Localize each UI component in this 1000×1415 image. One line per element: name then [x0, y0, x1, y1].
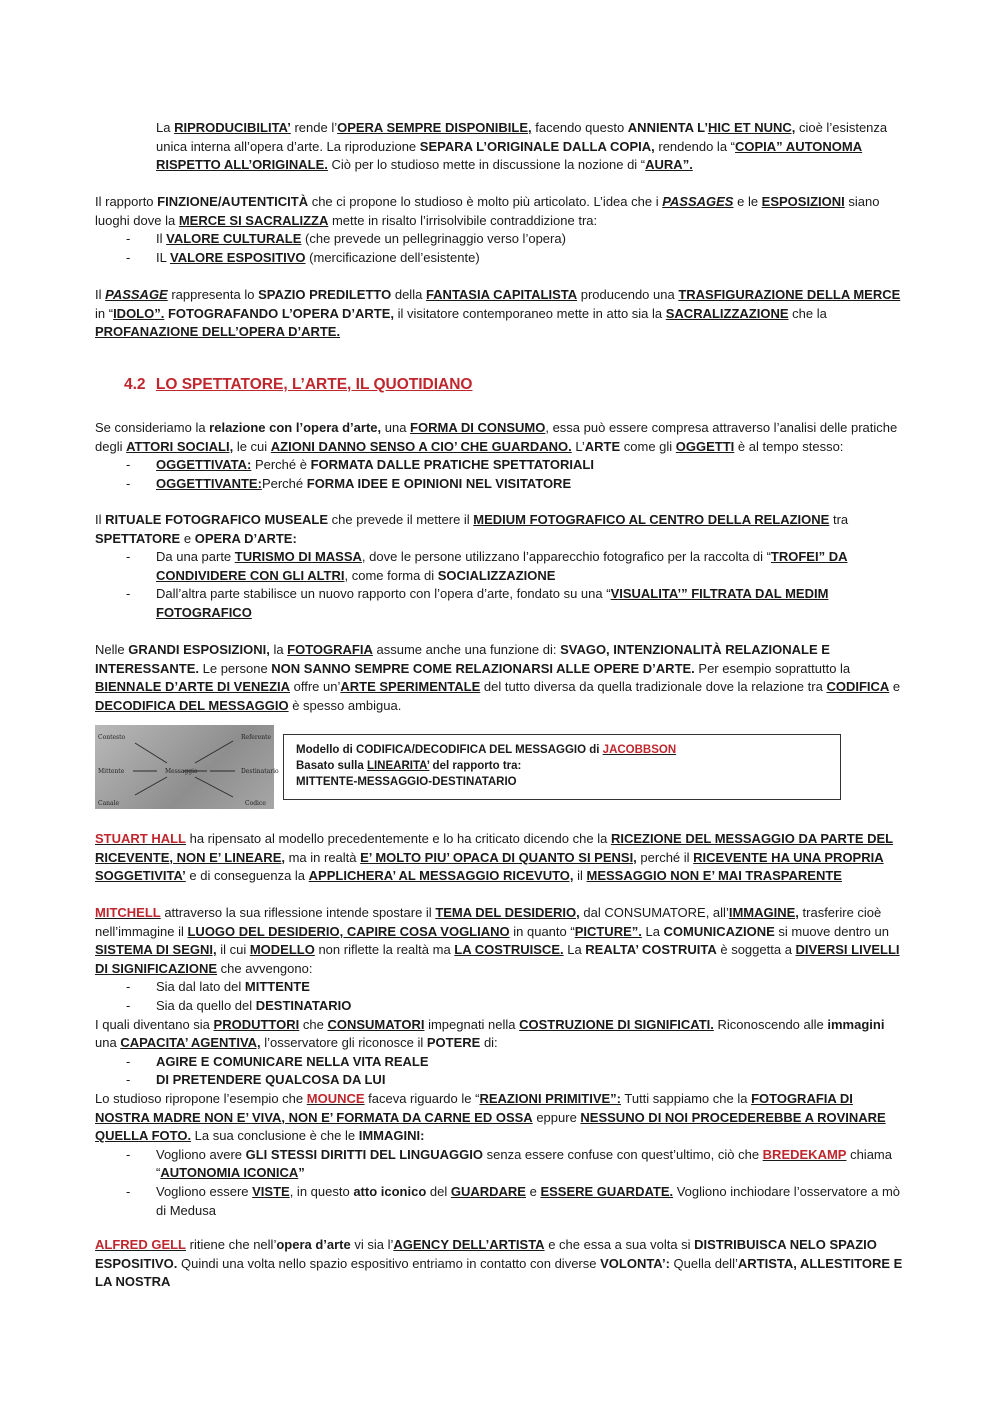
paragraph-text [95, 1236, 907, 1292]
text-run: tra [829, 512, 849, 527]
paragraph-relazione-opera [95, 419, 907, 493]
text-run: RICEVENTE HA UNA PROPRIA SOGGETIVITA’ [95, 849, 884, 884]
text-run: NON SANNO SEMPRE COME RELAZIONARSI ALLE OPERE D’ARTE. [271, 660, 695, 676]
text-run: CODIFICA [826, 679, 890, 695]
text-run: Basato sulla [296, 760, 367, 772]
text-run: ha ripensato al modello precedentemente e lo ha criticato dicendo che la [186, 831, 611, 846]
text-run: eppure [532, 1109, 581, 1125]
text-run: assume anche una funzione di: [372, 642, 561, 657]
bullet-list-potere [95, 1053, 907, 1090]
text-run: in “ [95, 305, 114, 321]
text-run: BREDEKAMP [762, 1146, 847, 1162]
list-item [95, 475, 907, 494]
text-run: SISTEMA DI SEGNI, [95, 942, 217, 958]
text-run: AUTONOMIA ICONICA [160, 1165, 299, 1181]
text-run: La sua conclusione è che le [191, 1128, 359, 1144]
list-item [95, 249, 907, 268]
text-run: ARTISTA, ALLESTITORE E LA NOSTRA [95, 1255, 903, 1290]
text-run: TRASFIGURAZIONE DELLA MERCE [678, 287, 901, 302]
text-run: OGGETTIVANTE: [156, 475, 262, 491]
text-run: La [641, 923, 664, 939]
text-run: le cui [233, 438, 271, 454]
text-run: , come forma di [344, 567, 438, 583]
text-run: GLI STESSI DIRITTI DEL LINGUAGGIO [245, 1146, 484, 1162]
paragraph-text [95, 193, 907, 230]
text-run: OGGETTIVATA: [156, 457, 252, 473]
text-run: ESPOSIZIONI [761, 194, 845, 209]
text-run: del tutto diversa da quella tradizionale dove la relazione tra [480, 679, 827, 695]
diagram-label-canale: Canale [98, 800, 120, 807]
text-run: una [95, 1035, 121, 1051]
text-run: SOCIALIZZAZIONE [437, 567, 556, 583]
text-run: e che essa a sua volta si [544, 1237, 695, 1252]
text-run: mette in risalto l’irrisolvibile contraddizione tra: [328, 212, 598, 228]
text-run: vi sia l’ [350, 1237, 394, 1252]
text-run: DIVERSI LIVELLI DI SIGNIFICAZIONE [95, 942, 900, 976]
text-run: Da una parte [156, 549, 235, 565]
text-run: e di conseguenza la [185, 868, 309, 884]
text-run: MITCHELL [95, 905, 161, 920]
diagram-label-contesto: Contesto [98, 734, 126, 741]
text-run: PRODUTTORI [213, 1016, 300, 1032]
text-run: del [426, 1183, 451, 1199]
text-run: LA COSTRUISCE. [454, 942, 564, 958]
text-run: , dove le persone utilizzano l’apparecchio fotografico per la raccolta di “ [361, 549, 771, 565]
text-run: GRANDI ESPOSIZIONI, [128, 642, 270, 657]
text-run: rende l’ [290, 120, 338, 135]
paragraph-grandi-esposizioni [95, 641, 907, 715]
communication-model-image [95, 725, 279, 809]
text-run: Nelle [95, 642, 129, 657]
paragraph-mitchell [95, 904, 907, 1220]
list-item [95, 1071, 907, 1090]
text-run: Per esempio soprattutto la [694, 660, 851, 676]
section-number: 4.2 [124, 376, 146, 393]
model-caption-box [283, 734, 841, 800]
diagram-label-referente: Referente [241, 734, 272, 741]
text-run: REAZIONI PRIMITIVE”: [479, 1090, 621, 1106]
paragraph-text [95, 1016, 907, 1053]
text-run: MOUNCE [306, 1090, 365, 1106]
text-run: SVAGO, INTENZIONALITÀ RELAZIONALE E INTERESSANTE. [95, 642, 830, 676]
text-run: il visitatore contemporaneo mette in atto sia la [394, 305, 666, 321]
text-run: FINZIONE/AUTENTICITÀ [157, 194, 309, 209]
text-run: FOTOGRAFANDO L’OPERA D’ARTE, [167, 305, 395, 321]
text-run: ESSERE GUARDATE. [540, 1183, 674, 1199]
text-run: DESTINATARIO [255, 997, 352, 1013]
text-run: SACRALIZZAZIONE [665, 305, 789, 321]
text-run: Quindi una volta nello spazio espositivo entriamo in contatto con diverse [177, 1255, 601, 1271]
text-run: producendo una [577, 287, 679, 302]
paragraph-text [95, 1090, 907, 1146]
text-run: DECODIFICA DEL MESSAGGIO [95, 697, 289, 713]
text-run: OGGETTI [675, 438, 735, 454]
text-run: la [269, 642, 288, 657]
text-run: che ci propone lo studioso è molto più articolato. L’idea che i [308, 194, 663, 209]
text-run: Vogliono essere [156, 1183, 253, 1199]
caption-line [296, 742, 676, 758]
text-run: AZIONI DANNO SENSO A CIO’ CHE GUARDANO. [270, 438, 572, 454]
diagram-label-codice: Codice [245, 800, 266, 807]
text-run: La [563, 942, 586, 958]
text-run: MERCE SI SACRALIZZA [178, 212, 329, 228]
paragraph-text [95, 904, 907, 978]
list-item [95, 230, 907, 249]
text-run: MITTENTE-MESSAGGIO-DESTINATARIO [296, 776, 517, 788]
text-run: della [391, 287, 426, 302]
text-run: La [156, 120, 175, 135]
text-run: FORMA IDEE E OPINIONI NEL VISITATORE [306, 475, 572, 491]
paragraph-text [95, 286, 907, 342]
text-run: facendo questo [531, 120, 628, 135]
bullet-list-mittente [95, 978, 907, 1015]
text-run: VALORE ESPOSITIVO [169, 249, 306, 265]
text-run: Ciò per lo studioso mette in discussione la nozione di “ [327, 157, 646, 173]
text-run: opera d’arte [276, 1237, 351, 1252]
text-run: dal CONSUMATORE, all’ [579, 905, 729, 920]
text-run: immagini [827, 1016, 885, 1032]
text-run: il cui [216, 942, 250, 958]
text-run: Il [156, 231, 167, 247]
paragraph-passage [95, 286, 907, 342]
text-run: attraverso la sua riflessione intende spostare il [160, 905, 436, 920]
text-run: è soggetta a [716, 942, 796, 958]
paragraph-finzione-autenticita [95, 193, 907, 267]
text-run: Vogliono inchiodare l’osservatore a mò di Medusa [156, 1183, 901, 1218]
text-run: Il [95, 512, 106, 527]
text-run: cioè l’esistenza unica interna all’opera d’arte. La riproduzione [156, 120, 888, 154]
text-run: STUART HALL [95, 831, 186, 846]
text-run: Vogliono avere [156, 1146, 246, 1162]
text-run: AURA”. [645, 157, 693, 173]
text-run: FOTOGRAFIA DI NOSTRA MADRE NON E’ VIVA, NON E’ FORMATA DA CARNE ED OSSA [95, 1090, 853, 1125]
text-run: MITTENTE [244, 979, 310, 995]
paragraph-text [95, 419, 907, 456]
text-run: Dall’altra parte stabilisce un nuovo rapporto con l’opera d’arte, fondato su una “ [156, 586, 611, 602]
list-item [95, 1183, 907, 1220]
text-run: HIC ET NUNC, [707, 120, 796, 135]
text-run: Riconoscendo alle [713, 1016, 828, 1032]
text-run: VOLONTA’: [600, 1255, 670, 1271]
text-run: PROFANAZIONE DELL’OPERA D’ARTE. [95, 324, 341, 340]
text-run: (che prevede un pellegrinaggio verso l’opera) [301, 231, 566, 247]
text-run: ma in realtà [284, 849, 361, 865]
model-caption-text [296, 742, 676, 790]
text-run: POTERE [426, 1035, 481, 1051]
paragraph-text [95, 511, 907, 548]
text-run: Perché [261, 475, 307, 491]
list-item [95, 997, 907, 1016]
text-run: TROFEI” DA CONDIVIDERE CON GLI ALTRI [156, 549, 848, 583]
paragraph-alfred-gell [95, 1236, 907, 1292]
text-run: Le persone [199, 660, 272, 676]
text-run: FORMA DI CONSUMO [410, 420, 546, 435]
text-run: il [573, 868, 587, 884]
text-run: impegnati nella [424, 1016, 520, 1032]
list-item [95, 1146, 907, 1183]
text-run: BIENNALE D’ARTE DI VENEZIA [95, 679, 291, 695]
text-run: ALFRED GELL [95, 1237, 186, 1252]
list-item [95, 548, 907, 585]
text-run: senza essere confuse con quest’ultimo, ciò che [483, 1146, 763, 1162]
text-run: del rapporto tra: [429, 760, 522, 772]
caption-line [296, 774, 676, 790]
caption-line [296, 758, 676, 774]
text-run: LUOGO DEL DESIDERIO, CAPIRE COSA VOGLIANO [187, 923, 510, 939]
text-run: è spesso ambigua. [288, 697, 402, 713]
text-run: Tutti sappiamo che la [621, 1090, 752, 1106]
text-run: VISUALITA’” FILTRATA DAL MEDIM FOTOGRAFICO [156, 586, 829, 620]
text-run: (mercificazione dell’esistente) [305, 249, 480, 265]
text-run: rappresenta lo [167, 287, 259, 302]
text-run: DISTRIBUISCA NELO SPAZIO ESPOSITIVO. [95, 1237, 877, 1271]
text-run: in quanto “ [509, 923, 575, 939]
text-run: Il rapporto [95, 194, 158, 209]
text-run: perché il [636, 849, 694, 865]
text-run: TURISMO DI MASSA [234, 549, 362, 565]
paragraph-text [95, 641, 907, 715]
text-run: relazione con l’opera d’arte, [209, 420, 382, 435]
text-run: e [889, 679, 901, 695]
text-run: che avvengono: [217, 960, 313, 976]
text-run: TEMA DEL DESIDERIO, [435, 905, 580, 920]
diagram-label-mittente: Mittente [98, 768, 125, 775]
text-run: IMMAGINI: [358, 1128, 425, 1144]
text-run: I quali diventano sia [95, 1016, 214, 1032]
text-run: VALORE CULTURALE [166, 231, 302, 247]
section-heading [124, 376, 473, 394]
bullet-list-immagini [95, 1146, 907, 1220]
text-run: SPAZIO PREDILETTO [258, 287, 392, 302]
text-run: FANTASIA CAPITALISTA [425, 287, 578, 302]
text-run: COMUNICAZIONE [663, 923, 775, 939]
text-run: AGIRE E COMUNICARE NELLA VITA REALE [156, 1053, 429, 1069]
text-run: PICTURE”. [574, 923, 642, 939]
text-run: che la [788, 305, 827, 321]
text-run: Perché è [251, 457, 311, 473]
diagram-label-messaggio: Messaggio [165, 768, 198, 775]
text-run: , essa può essere compresa attraverso l’analisi delle pratiche degli [95, 420, 898, 454]
text-run: IDOLO”. [113, 305, 165, 321]
text-run: RIPRODUCIBILITA’ [174, 120, 291, 135]
text-run: CAPACITA’ AGENTIVA, [120, 1035, 261, 1051]
bullet-list-turismo [95, 548, 907, 622]
list-item [95, 1053, 907, 1072]
text-run: siano luoghi dove la [95, 194, 880, 228]
bullet-list-valori [95, 230, 907, 267]
text-run: VISTE [252, 1183, 290, 1199]
text-run: ARTE SPERIMENTALE [340, 679, 481, 695]
text-run: GUARDARE [450, 1183, 526, 1199]
text-run: L’ [571, 438, 585, 454]
text-run: OPERA D’ARTE: [194, 530, 297, 546]
text-run: Lo studioso ripropone l’esempio che [95, 1090, 307, 1106]
text-run: FOTOGRAFIA [287, 642, 373, 657]
communication-model-svg [95, 725, 279, 809]
text-run: e le [733, 194, 762, 209]
text-run: trasferire cioè nell’immagine il [95, 905, 882, 939]
text-run: faceva riguardo le “ [364, 1090, 480, 1106]
text-run: non riflette la realtà ma [314, 942, 455, 958]
paragraph-rituale-fotografico [95, 511, 907, 623]
text-run: e [180, 530, 195, 546]
text-run: OPERA SEMPRE DISPONIBILE, [337, 120, 532, 135]
text-run: che prevede il mettere il [328, 512, 474, 527]
text-run: Se consideriamo la [95, 420, 210, 435]
paragraph-text [156, 119, 907, 175]
text-run: Modello di CODIFICA/DECODIFICA DEL MESSAGGIO di [296, 744, 603, 756]
text-run: IMMAGINE, [728, 905, 799, 920]
text-run: si muove dentro un [774, 923, 889, 939]
text-run: è al tempo stesso: [734, 438, 844, 454]
text-run: RICEZIONE DEL MESSAGGIO DA PARTE DEL RICEVENTE, NON E’ LINEARE, [95, 831, 894, 865]
list-item [95, 585, 907, 622]
text-run: SPETTATORE [95, 530, 181, 546]
text-run: MODELLO [249, 942, 315, 958]
list-item [95, 978, 907, 997]
text-run: COSTRUZIONE DI SIGNIFICATI. [519, 1016, 714, 1032]
text-run: PASSAGES [662, 194, 734, 209]
text-run: l’osservatore gli riconosce il [260, 1035, 427, 1051]
section-title: LO SPETTATORE, L’ARTE, IL QUOTIDIANO [155, 376, 473, 393]
text-run: ARTE [584, 438, 621, 454]
text-run: COPIA” AUTONOMA RISPETTO ALL’ORIGINALE. [156, 138, 863, 173]
text-run: che [299, 1016, 328, 1032]
text-run: MESSAGGIO NON E’ MAI TRASPARENTE [586, 868, 842, 884]
text-run: IL [156, 249, 170, 265]
text-run: PASSAGE [105, 287, 168, 302]
list-item [95, 456, 907, 475]
text-run: rendendo la “ [654, 138, 735, 154]
text-run: NESSUNO DI NOI PROCEDEREBBE A ROVINARE QUELLA FOTO. [95, 1109, 886, 1144]
text-run: e [525, 1183, 541, 1199]
text-run: MEDIUM FOTOGRAFICO AL CENTRO DELLA RELAZIONE [473, 512, 830, 527]
text-run: Quella dell’ [669, 1255, 738, 1271]
text-run: E’ MOLTO PIU’ OPACA DI QUANTO SI PENSI, [360, 849, 637, 865]
text-run: JACOBBSON [602, 744, 677, 756]
text-run: offre un’ [290, 679, 341, 695]
text-run: Sia dal lato del [156, 979, 245, 995]
paragraph-riproducibilita [156, 119, 907, 175]
text-run: ” [298, 1165, 305, 1181]
text-run: Il [95, 287, 106, 302]
text-run: LINEARITA’ [366, 760, 430, 772]
text-run: ANNIENTA L’ [627, 120, 708, 135]
bullet-list-oggettivata [95, 456, 907, 493]
text-run: RITUALE FOTOGRAFICO MUSEALE [105, 512, 329, 527]
paragraph-text [95, 830, 907, 886]
text-run: FORMATA DALLE PRATICHE SPETTATORIALI [310, 457, 594, 473]
text-run: una [381, 420, 411, 435]
text-run: atto iconico [353, 1183, 427, 1199]
text-run: chiama “ [156, 1146, 892, 1181]
text-run: SEPARA L’ORIGINALE DALLA COPIA, [419, 138, 655, 154]
text-run: ritiene che nell’ [186, 1237, 277, 1252]
paragraph-stuart-hall [95, 830, 907, 886]
text-run: REALTA’ COSTRUITA [585, 942, 717, 958]
text-run: di: [480, 1035, 498, 1051]
diagram-label-destinatario: Destinatario [241, 768, 279, 775]
text-run: Sia da quello del [156, 997, 256, 1013]
text-run: DI PRETENDERE QUALCOSA DA LUI [156, 1072, 386, 1088]
text-run: ATTORI SOCIALI, [126, 438, 234, 454]
text-run: , in questo [289, 1183, 354, 1199]
text-run: AGENCY DELL’ARTISTA [393, 1237, 545, 1252]
text-run: CONSUMATORI [327, 1016, 425, 1032]
text-run: come gli [620, 438, 676, 454]
text-run: APPLICHERA’ AL MESSAGGIO RICEVUTO, [308, 868, 574, 884]
